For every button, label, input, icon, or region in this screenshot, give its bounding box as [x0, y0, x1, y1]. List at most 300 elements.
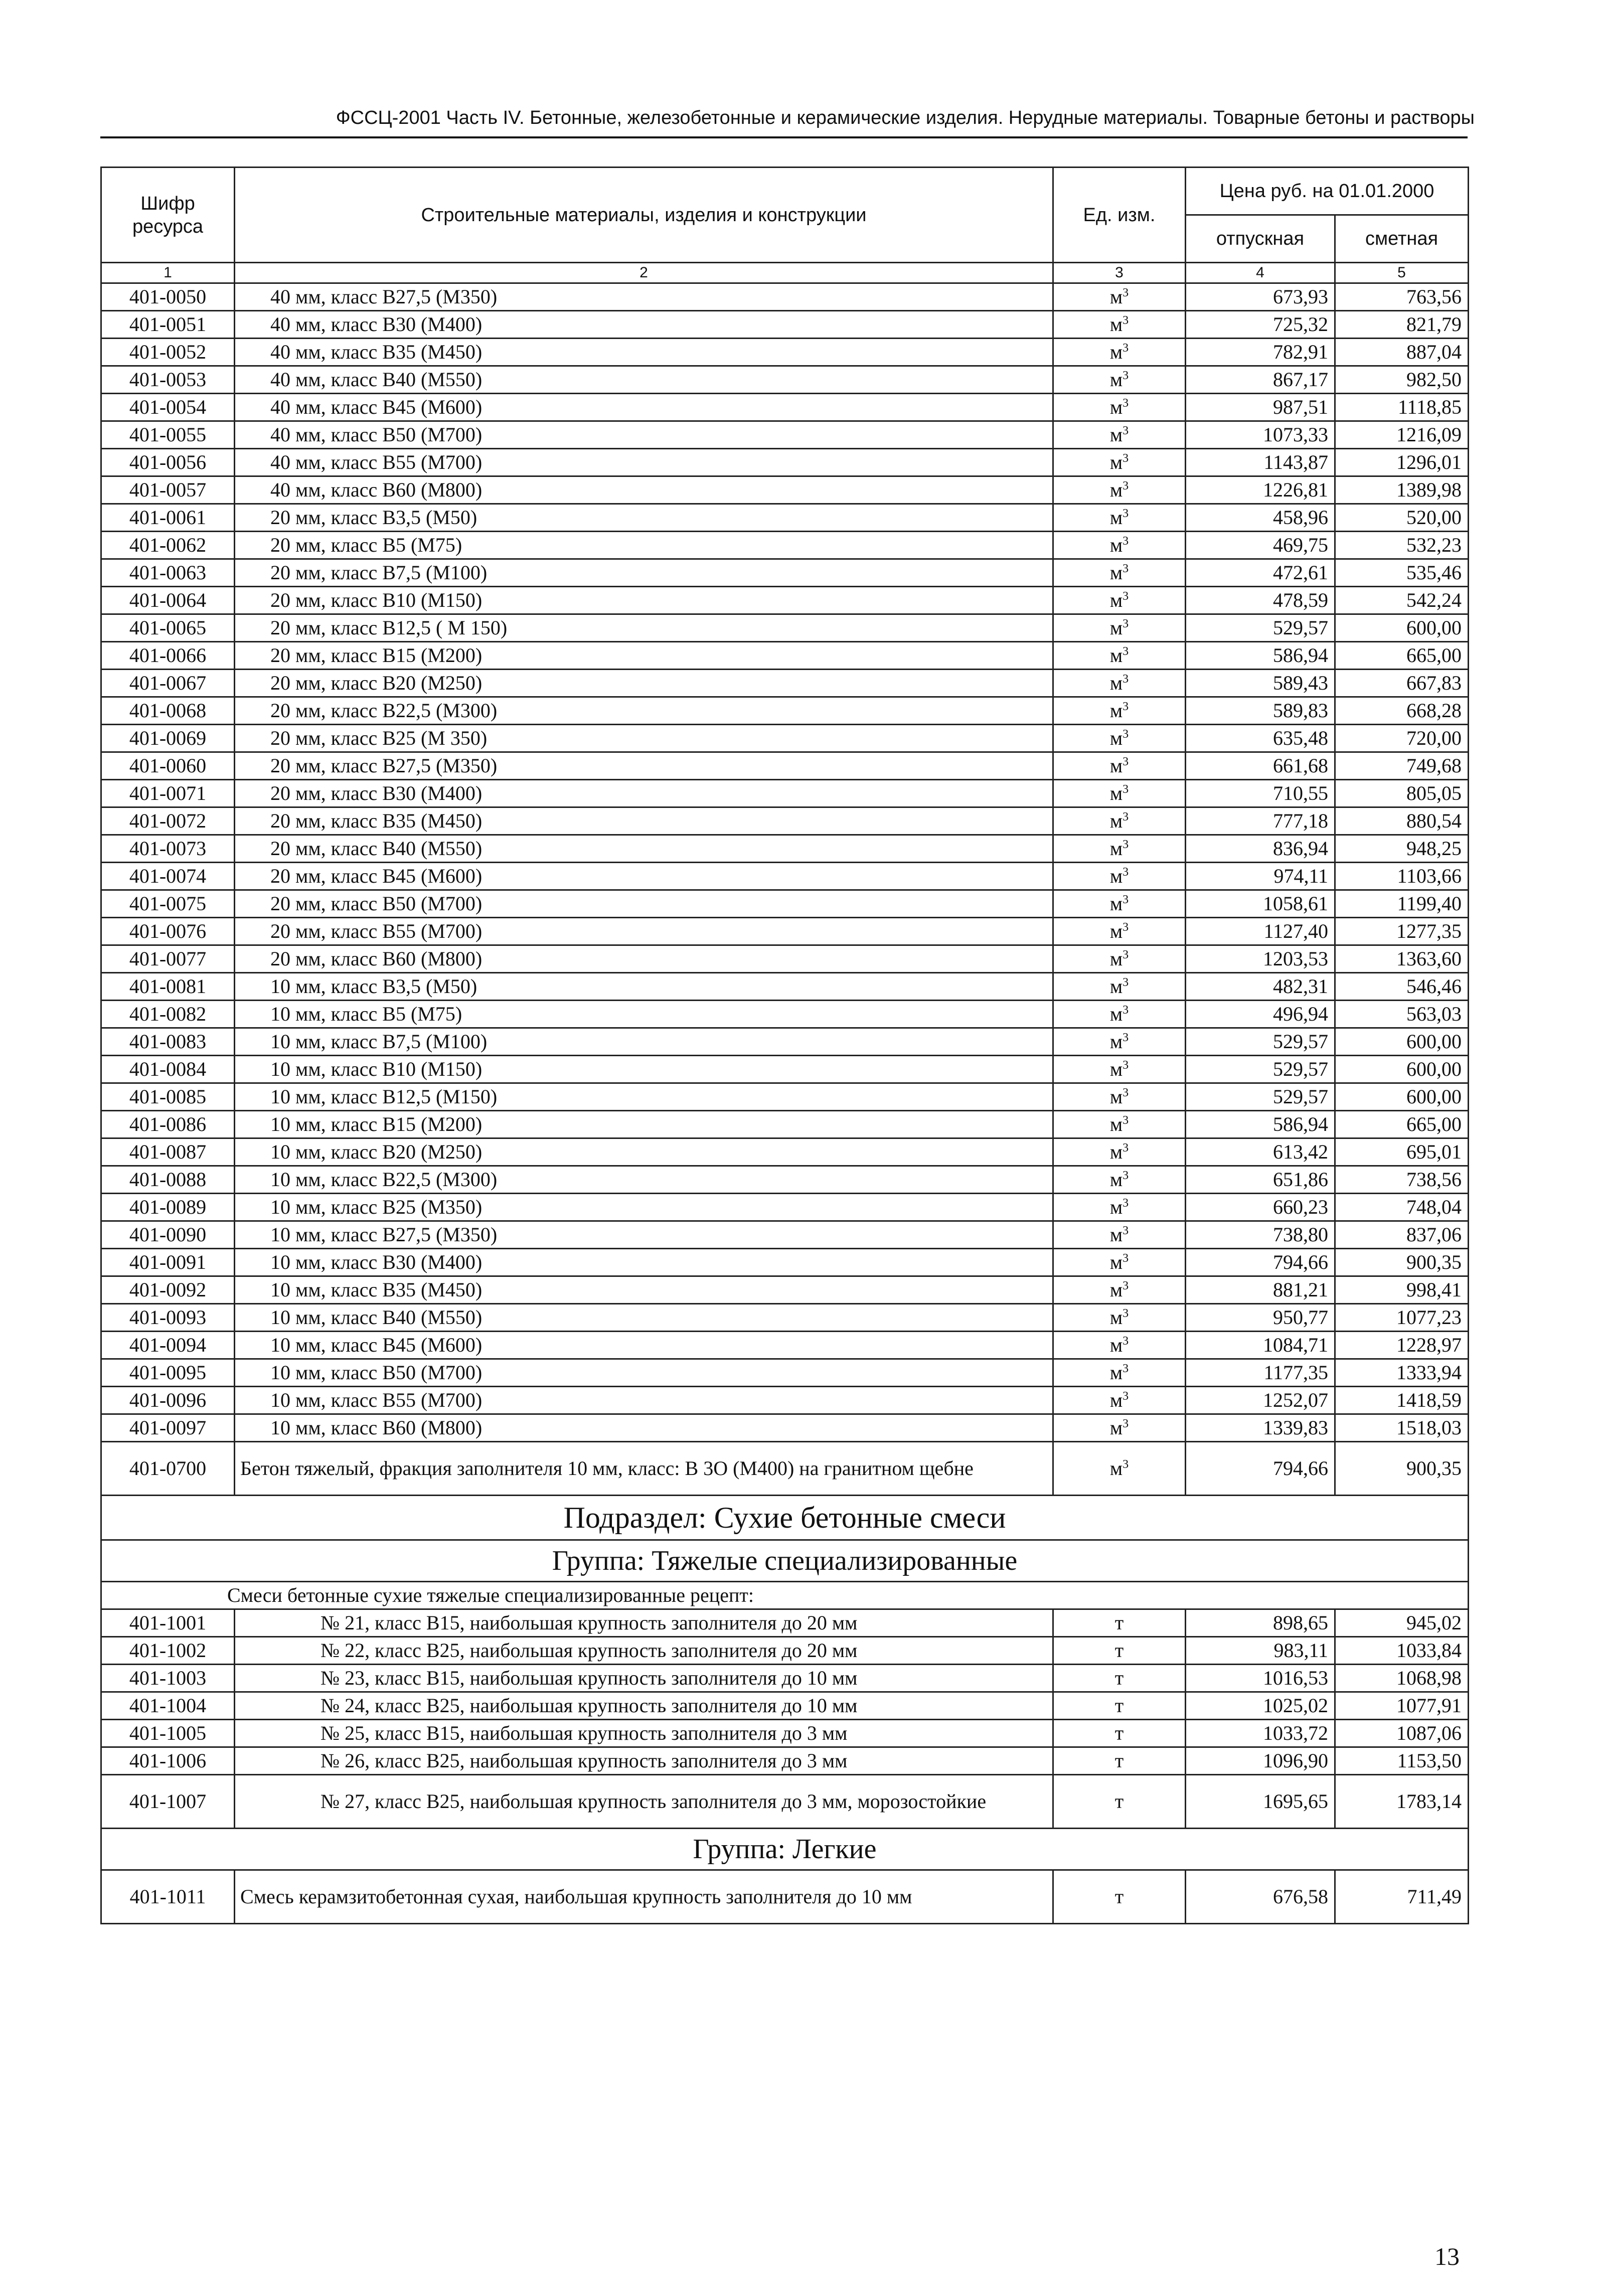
estimate-price: 535,46: [1335, 559, 1469, 587]
resource-code: 401-0066: [101, 642, 235, 670]
unit: т: [1053, 1692, 1186, 1720]
table-row: [101, 1111, 1469, 1138]
resource-code: 401-0050: [101, 283, 235, 311]
table-row: [101, 587, 1469, 614]
resource-code: 401-0077: [101, 945, 235, 973]
page-header: ФССЦ-2001 Часть IV. Бетонные, железобетонные и керамические изделия. Нерудные материалы. Товарные бетоны и растворы: [336, 107, 1475, 128]
column-number: 4: [1186, 263, 1335, 283]
resource-code: 401-0064: [101, 587, 235, 614]
resource-code: 401-0094: [101, 1332, 235, 1359]
table-row: [101, 642, 1469, 670]
material-name: 20 мм, класс В22,5 (М300): [235, 697, 1053, 725]
release-price: 782,91: [1186, 339, 1335, 366]
header-price: Цена руб. на 01.01.2000: [1186, 168, 1469, 215]
resource-code: 401-0071: [101, 780, 235, 807]
release-price: 950,77: [1186, 1304, 1335, 1332]
material-name: № 23, класс В15, наибольшая крупность заполнителя до 10 мм: [235, 1665, 1053, 1692]
release-price: 589,83: [1186, 697, 1335, 725]
page-number: 13: [1434, 2242, 1460, 2270]
header-release: отпускная: [1186, 215, 1335, 263]
estimate-price: 542,24: [1335, 587, 1469, 614]
release-price: 898,65: [1186, 1609, 1335, 1637]
table-row: [101, 780, 1469, 807]
release-price: 673,93: [1186, 283, 1335, 311]
resource-code: 401-1004: [101, 1692, 235, 1720]
material-name: 10 мм, класс В5 (М75): [235, 1001, 1053, 1028]
material-name: 10 мм, класс В45 (М600): [235, 1332, 1053, 1359]
material-name: № 24, класс В25, наибольшая крупность заполнителя до 10 мм: [235, 1692, 1053, 1720]
unit: $м^3$: [1053, 863, 1186, 890]
material-name: 40 мм, класс В35 (М450): [235, 339, 1053, 366]
material-name: 40 мм, класс В45 (М600): [235, 394, 1053, 421]
unit: $м^3$: [1053, 1221, 1186, 1249]
estimate-price: 665,00: [1335, 1111, 1469, 1138]
release-price: 1058,61: [1186, 890, 1335, 918]
estimate-price: 1118,85: [1335, 394, 1469, 421]
release-price: 660,23: [1186, 1194, 1335, 1221]
material-name: № 27, класс В25, наибольшая крупность заполнителя до 3 мм, морозостойкие: [235, 1775, 1053, 1829]
header-estimate: сметная: [1335, 215, 1469, 263]
resource-code: 401-1005: [101, 1720, 235, 1747]
material-name: 20 мм, класс В35 (М450): [235, 807, 1053, 835]
unit: $м^3$: [1053, 918, 1186, 945]
unit: $м^3$: [1053, 504, 1186, 532]
material-name: 20 мм, класс В25 (М 350): [235, 725, 1053, 752]
resource-code: 401-0075: [101, 890, 235, 918]
resource-code: 401-0054: [101, 394, 235, 421]
estimate-price: 821,79: [1335, 311, 1469, 339]
header-name: Строительные материалы, изделия и конструкции: [235, 168, 1053, 263]
unit: $м^3$: [1053, 366, 1186, 394]
table-row: [101, 1001, 1469, 1028]
group-note: Смеси бетонные сухие тяжелые специализированные рецепт:: [101, 1582, 1469, 1609]
unit: $м^3$: [1053, 1332, 1186, 1359]
resource-code: 401-0074: [101, 863, 235, 890]
material-name: 40 мм, класс В30 (М400): [235, 311, 1053, 339]
table-row: [101, 1637, 1469, 1665]
material-name: 20 мм, класс В15 (М200): [235, 642, 1053, 670]
release-price: 472,61: [1186, 559, 1335, 587]
material-name: 20 мм, класс В40 (М550): [235, 835, 1053, 863]
unit: $м^3$: [1053, 614, 1186, 642]
release-price: 1203,53: [1186, 945, 1335, 973]
unit: $м^3$: [1053, 394, 1186, 421]
release-price: 777,18: [1186, 807, 1335, 835]
material-name: 10 мм, класс В20 (М250): [235, 1138, 1053, 1166]
table-row: [101, 670, 1469, 697]
estimate-price: 805,05: [1335, 780, 1469, 807]
estimate-price: 667,83: [1335, 670, 1469, 697]
table-row: [101, 1083, 1469, 1111]
unit: $м^3$: [1053, 476, 1186, 504]
release-price: 1025,02: [1186, 1692, 1335, 1720]
resource-code: 401-0091: [101, 1249, 235, 1276]
material-name: 20 мм, класс В7,5 (М100): [235, 559, 1053, 587]
material-name: 20 мм, класс В30 (М400): [235, 780, 1053, 807]
estimate-price: 600,00: [1335, 1083, 1469, 1111]
material-name: 20 мм, класс В27,5 (М350): [235, 752, 1053, 780]
material-name: № 26, класс В25, наибольшая крупность заполнителя до 3 мм: [235, 1747, 1053, 1775]
table-row: [101, 1304, 1469, 1332]
group-title-light: Группа: Легкие: [101, 1829, 1469, 1870]
material-name: Бетон тяжелый, фракция заполнителя 10 мм, класс: В 3О (М400) на гранитном щебне: [235, 1442, 1053, 1496]
release-price: 529,57: [1186, 1028, 1335, 1056]
unit: $м^3$: [1053, 1194, 1186, 1221]
estimate-price: 1277,35: [1335, 918, 1469, 945]
estimate-price: 1216,09: [1335, 421, 1469, 449]
estimate-price: 738,56: [1335, 1166, 1469, 1194]
column-number: 3: [1053, 263, 1186, 283]
table-row: [101, 725, 1469, 752]
material-name: 10 мм, класс В35 (М450): [235, 1276, 1053, 1304]
release-price: 613,42: [1186, 1138, 1335, 1166]
header-code: Шифр ресурса: [101, 168, 235, 263]
estimate-price: 720,00: [1335, 725, 1469, 752]
estimate-price: 546,46: [1335, 973, 1469, 1001]
table-row: [101, 1747, 1469, 1775]
estimate-price: 532,23: [1335, 532, 1469, 559]
unit: $м^3$: [1053, 670, 1186, 697]
release-price: 661,68: [1186, 752, 1335, 780]
release-price: 867,17: [1186, 366, 1335, 394]
release-price: 586,94: [1186, 642, 1335, 670]
material-name: 20 мм, класс В55 (М700): [235, 918, 1053, 945]
table-row: [101, 559, 1469, 587]
table-row: [101, 449, 1469, 476]
table-row: [101, 1414, 1469, 1442]
material-name: 20 мм, класс В50 (М700): [235, 890, 1053, 918]
material-name: 10 мм, класс В25 (М350): [235, 1194, 1053, 1221]
subsection-title: Подраздел: Сухие бетонные смеси: [101, 1496, 1469, 1540]
table-row: [101, 890, 1469, 918]
release-price: 529,57: [1186, 614, 1335, 642]
resource-code: 401-0092: [101, 1276, 235, 1304]
table-row: [101, 614, 1469, 642]
release-price: 482,31: [1186, 973, 1335, 1001]
resource-code: 401-0057: [101, 476, 235, 504]
unit: $м^3$: [1053, 311, 1186, 339]
material-name: 20 мм, класс В45 (М600): [235, 863, 1053, 890]
column-number: 5: [1335, 263, 1469, 283]
unit: $м^3$: [1053, 339, 1186, 366]
release-price: 881,21: [1186, 1276, 1335, 1304]
release-price: 589,43: [1186, 670, 1335, 697]
estimate-price: 900,35: [1335, 1442, 1469, 1496]
resource-code: 401-0052: [101, 339, 235, 366]
table-row: [101, 945, 1469, 973]
estimate-price: 763,56: [1335, 283, 1469, 311]
resource-code: 401-0083: [101, 1028, 235, 1056]
resource-code: 401-0055: [101, 421, 235, 449]
release-price: 725,32: [1186, 311, 1335, 339]
table-row: [101, 1166, 1469, 1194]
column-number: 2: [235, 263, 1053, 283]
unit: $м^3$: [1053, 1056, 1186, 1083]
unit: $м^3$: [1053, 449, 1186, 476]
release-price: 794,66: [1186, 1249, 1335, 1276]
table-row: [101, 339, 1469, 366]
table-row: [101, 1442, 1469, 1496]
dry-mix-rows: [101, 1609, 1469, 1775]
resource-code: 401-0085: [101, 1083, 235, 1111]
material-name: № 22, класс В25, наибольшая крупность заполнителя до 20 мм: [235, 1637, 1053, 1665]
release-price: 469,75: [1186, 532, 1335, 559]
table-row: [101, 918, 1469, 945]
unit: $м^3$: [1053, 1166, 1186, 1194]
column-number-row: [101, 263, 1469, 283]
table-row: [101, 366, 1469, 394]
resource-code: 401-0093: [101, 1304, 235, 1332]
table-row: [101, 1665, 1469, 1692]
release-price: 1073,33: [1186, 421, 1335, 449]
unit: $м^3$: [1053, 532, 1186, 559]
material-name: 10 мм, класс В30 (М400): [235, 1249, 1053, 1276]
estimate-price: 837,06: [1335, 1221, 1469, 1249]
estimate-price: 1389,98: [1335, 476, 1469, 504]
group-title-heavy: Группа: Тяжелые специализированные: [101, 1540, 1469, 1582]
unit: $м^3$: [1053, 1083, 1186, 1111]
material-name: 10 мм, класс В50 (М700): [235, 1359, 1053, 1387]
unit: т: [1053, 1609, 1186, 1637]
material-name: Смесь керамзитобетонная сухая, наибольшая крупность заполнителя до 10 мм: [235, 1870, 1053, 1924]
estimate-price: 945,02: [1335, 1609, 1469, 1637]
material-name: 10 мм, класс В27,5 (М350): [235, 1221, 1053, 1249]
resource-code: 401-0068: [101, 697, 235, 725]
unit: $м^3$: [1053, 1249, 1186, 1276]
resource-code: 401-0081: [101, 973, 235, 1001]
release-price: 529,57: [1186, 1056, 1335, 1083]
unit: $м^3$: [1053, 1028, 1186, 1056]
header-unit: Ед. изм.: [1053, 168, 1186, 263]
release-price: 586,94: [1186, 1111, 1335, 1138]
release-price: 974,11: [1186, 863, 1335, 890]
material-name: 20 мм, класс В20 (М250): [235, 670, 1053, 697]
resource-code: 401-0097: [101, 1414, 235, 1442]
material-name: 10 мм, класс В10 (М150): [235, 1056, 1053, 1083]
table-row: [101, 1056, 1469, 1083]
resource-code: 401-0062: [101, 532, 235, 559]
release-price: 1143,87: [1186, 449, 1335, 476]
release-price: 676,58: [1186, 1870, 1335, 1924]
release-price: 1084,71: [1186, 1332, 1335, 1359]
resource-code: 401-0096: [101, 1387, 235, 1414]
unit: $м^3$: [1053, 1359, 1186, 1387]
unit: $м^3$: [1053, 559, 1186, 587]
unit: $м^3$: [1053, 973, 1186, 1001]
estimate-price: 1153,50: [1335, 1747, 1469, 1775]
table-row: [101, 1720, 1469, 1747]
unit: $м^3$: [1053, 1138, 1186, 1166]
material-name: 40 мм, класс В50 (М700): [235, 421, 1053, 449]
unit: $м^3$: [1053, 421, 1186, 449]
material-name: № 25, класс В15, наибольшая крупность заполнителя до 3 мм: [235, 1720, 1053, 1747]
unit: $м^3$: [1053, 1276, 1186, 1304]
table-row: [101, 532, 1469, 559]
estimate-price: 600,00: [1335, 614, 1469, 642]
estimate-price: 1783,14: [1335, 1775, 1469, 1829]
resource-code: 401-1001: [101, 1609, 235, 1637]
release-price: 987,51: [1186, 394, 1335, 421]
release-price: 529,57: [1186, 1083, 1335, 1111]
table-row: [101, 476, 1469, 504]
unit: $м^3$: [1053, 1001, 1186, 1028]
estimate-price: 998,41: [1335, 1276, 1469, 1304]
estimate-price: 1103,66: [1335, 863, 1469, 890]
release-price: 635,48: [1186, 725, 1335, 752]
resource-code: 401-0076: [101, 918, 235, 945]
resource-code: 401-0088: [101, 1166, 235, 1194]
estimate-price: 563,03: [1335, 1001, 1469, 1028]
estimate-price: 887,04: [1335, 339, 1469, 366]
resource-code: 401-0090: [101, 1221, 235, 1249]
release-price: 651,86: [1186, 1166, 1335, 1194]
release-price: 1177,35: [1186, 1359, 1335, 1387]
table-row: [101, 1028, 1469, 1056]
resource-code: 401-0069: [101, 725, 235, 752]
estimate-price: 520,00: [1335, 504, 1469, 532]
table-row: [101, 504, 1469, 532]
group-row: [101, 1540, 1469, 1582]
unit: $м^3$: [1053, 835, 1186, 863]
release-price: 738,80: [1186, 1221, 1335, 1249]
unit: т: [1053, 1870, 1186, 1924]
estimate-price: 1199,40: [1335, 890, 1469, 918]
resource-code: 401-0067: [101, 670, 235, 697]
estimate-price: 748,04: [1335, 1194, 1469, 1221]
release-price: 983,11: [1186, 1637, 1335, 1665]
table-row: [101, 1221, 1469, 1249]
estimate-price: 1228,97: [1335, 1332, 1469, 1359]
resource-code: 401-0086: [101, 1111, 235, 1138]
table-row: [101, 973, 1469, 1001]
unit: т: [1053, 1637, 1186, 1665]
material-name: 10 мм, класс В40 (М550): [235, 1304, 1053, 1332]
unit: $м^3$: [1053, 752, 1186, 780]
unit: $м^3$: [1053, 1442, 1186, 1496]
resource-code: 401-0087: [101, 1138, 235, 1166]
release-price: 1339,83: [1186, 1414, 1335, 1442]
material-name: 20 мм, класс В5 (М75): [235, 532, 1053, 559]
unit: $м^3$: [1053, 807, 1186, 835]
material-name: 20 мм, класс В10 (М150): [235, 587, 1053, 614]
estimate-price: 1418,59: [1335, 1387, 1469, 1414]
unit: $м^3$: [1053, 890, 1186, 918]
price-table: [100, 167, 1469, 1924]
material-name: 10 мм, класс В15 (М200): [235, 1111, 1053, 1138]
resource-code: 401-0700: [101, 1442, 235, 1496]
release-price: 836,94: [1186, 835, 1335, 863]
release-price: 1127,40: [1186, 918, 1335, 945]
estimate-price: 1033,84: [1335, 1637, 1469, 1665]
estimate-price: 948,25: [1335, 835, 1469, 863]
resource-code: 401-0060: [101, 752, 235, 780]
table-row: [101, 1249, 1469, 1276]
table-row: [101, 1775, 1469, 1829]
release-price: 1226,81: [1186, 476, 1335, 504]
unit: $м^3$: [1053, 697, 1186, 725]
resource-code: 401-0095: [101, 1359, 235, 1387]
table-row: [101, 421, 1469, 449]
estimate-price: 695,01: [1335, 1138, 1469, 1166]
release-price: 1016,53: [1186, 1665, 1335, 1692]
material-name: 10 мм, класс В22,5 (М300): [235, 1166, 1053, 1194]
column-number: 1: [101, 263, 235, 283]
material-name: 40 мм, класс В60 (М800): [235, 476, 1053, 504]
estimate-price: 665,00: [1335, 642, 1469, 670]
unit: $м^3$: [1053, 587, 1186, 614]
resource-code: 401-1007: [101, 1775, 235, 1829]
table-row: [101, 1276, 1469, 1304]
table-row: [101, 1332, 1469, 1359]
resource-code: 401-0084: [101, 1056, 235, 1083]
material-name: 40 мм, класс В40 (М550): [235, 366, 1053, 394]
unit: $м^3$: [1053, 642, 1186, 670]
estimate-price: 600,00: [1335, 1028, 1469, 1056]
table-row: [101, 1692, 1469, 1720]
table-row: [101, 311, 1469, 339]
resource-code: 401-0051: [101, 311, 235, 339]
unit: $м^3$: [1053, 725, 1186, 752]
material-name: 40 мм, класс В55 (М700): [235, 449, 1053, 476]
table-row: [101, 863, 1469, 890]
table-row: [101, 807, 1469, 835]
unit: т: [1053, 1747, 1186, 1775]
resource-code: 401-0073: [101, 835, 235, 863]
release-price: 1096,90: [1186, 1747, 1335, 1775]
resource-code: 401-1006: [101, 1747, 235, 1775]
unit: $м^3$: [1053, 283, 1186, 311]
unit: $м^3$: [1053, 945, 1186, 973]
unit: $м^3$: [1053, 780, 1186, 807]
table-row: [101, 1870, 1469, 1924]
resource-code: 401-0056: [101, 449, 235, 476]
subsection-row: [101, 1496, 1469, 1540]
table-row: [101, 1138, 1469, 1166]
header-rule: [100, 136, 1468, 138]
group-note-row: [101, 1582, 1469, 1609]
material-name: 10 мм, класс В55 (М700): [235, 1387, 1053, 1414]
unit: т: [1053, 1775, 1186, 1829]
estimate-price: 1363,60: [1335, 945, 1469, 973]
unit: т: [1053, 1720, 1186, 1747]
estimate-price: 1296,01: [1335, 449, 1469, 476]
estimate-price: 982,50: [1335, 366, 1469, 394]
unit: $м^3$: [1053, 1304, 1186, 1332]
table-row: [101, 1194, 1469, 1221]
resource-code: 401-0053: [101, 366, 235, 394]
unit: $м^3$: [1053, 1387, 1186, 1414]
release-price: 1695,65: [1186, 1775, 1335, 1829]
table-row: [101, 1609, 1469, 1637]
estimate-price: 711,49: [1335, 1870, 1469, 1924]
unit: т: [1053, 1665, 1186, 1692]
resource-code: 401-0063: [101, 559, 235, 587]
table-row: [101, 697, 1469, 725]
estimate-price: 1087,06: [1335, 1720, 1469, 1747]
release-price: 1252,07: [1186, 1387, 1335, 1414]
estimate-price: 1077,91: [1335, 1692, 1469, 1720]
release-price: 1033,72: [1186, 1720, 1335, 1747]
table-row: [101, 835, 1469, 863]
release-price: 794,66: [1186, 1442, 1335, 1496]
resource-code: 401-1002: [101, 1637, 235, 1665]
material-name: 10 мм, класс В3,5 (М50): [235, 973, 1053, 1001]
estimate-price: 880,54: [1335, 807, 1469, 835]
estimate-price: 749,68: [1335, 752, 1469, 780]
table-row: [101, 394, 1469, 421]
unit: $м^3$: [1053, 1414, 1186, 1442]
estimate-price: 900,35: [1335, 1249, 1469, 1276]
